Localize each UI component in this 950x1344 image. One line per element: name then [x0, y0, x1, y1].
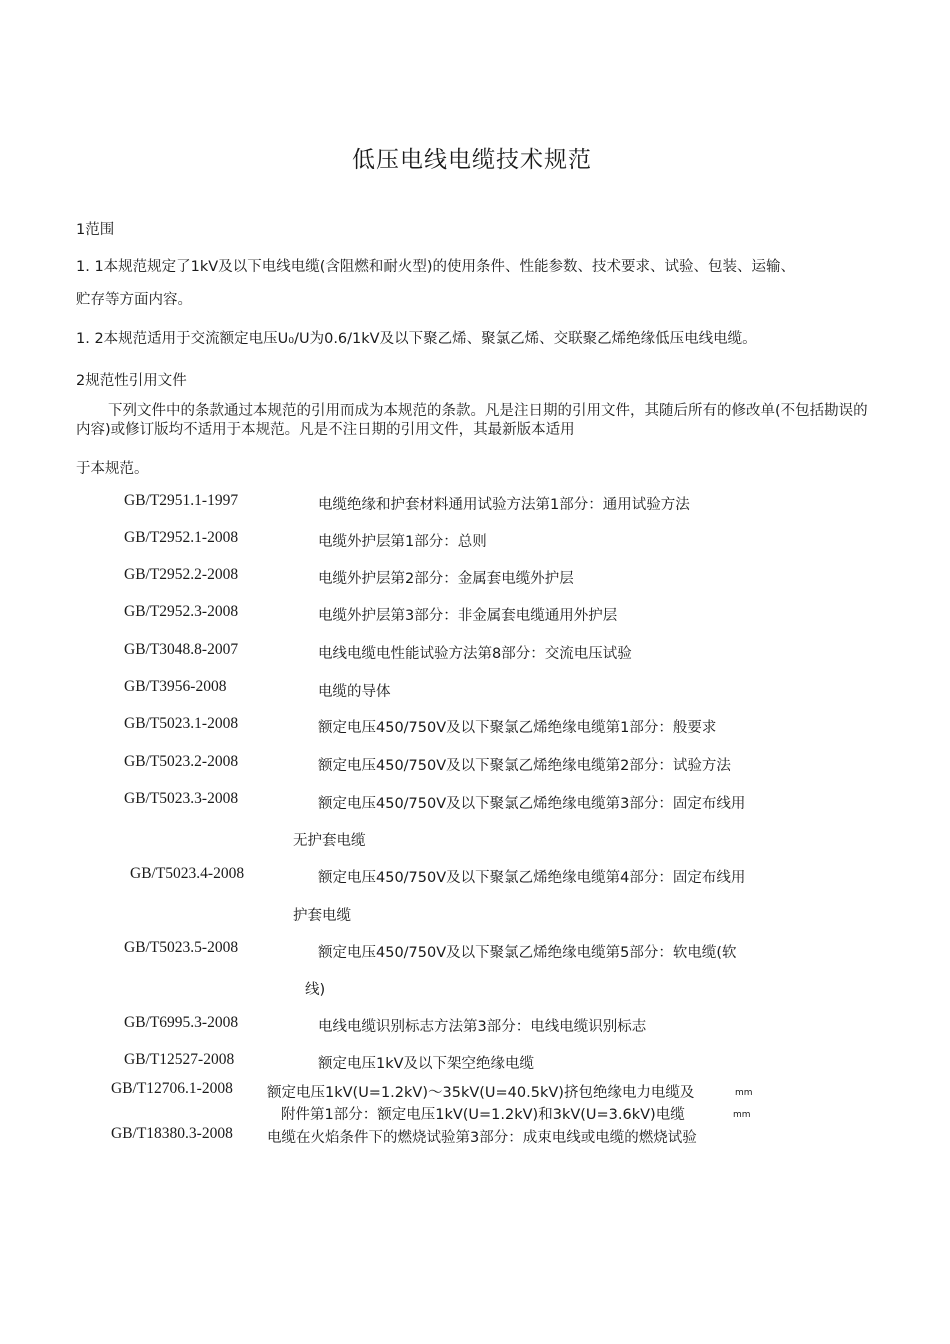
reference-title: 电缆外护层第1部分：总则 [318, 534, 487, 550]
reference-code: GB/T5023.4-2008 [130, 865, 245, 882]
reference-code: GB/T2951.1-1997 [124, 492, 239, 509]
reference-title: 额定电压450/750V及以下聚氯乙烯绝缘电缆第1部分：般要求 [318, 720, 717, 736]
section-1-heading: 1范围 [76, 222, 115, 238]
reference-code: GB/T5023.2-2008 [124, 753, 239, 770]
reference-code: GB/T12527-2008 [124, 1051, 235, 1068]
clause-1-1-line1: 1. 1本规范规定了1kV及以下电线电缆(含阻燃和耐火型)的使用条件、性能参数、技术要求、试验、包装、运输、 [76, 259, 796, 275]
reference-code: GB/T2952.2-2008 [124, 566, 239, 583]
reference-code: GB/T2952.1-2008 [124, 529, 239, 546]
reference-code: GB/T6995.3-2008 [124, 1014, 239, 1031]
reference-title-continued: 线) [305, 982, 326, 998]
reference-title: 电线电缆识别标志方法第3部分：电线电缆识别标志 [318, 1019, 647, 1035]
clause-1-1-line2: 贮存等方面内容。 [76, 292, 192, 308]
section-2-intro: 下列文件中的条款通过本规范的引用而成为本规范的条款。凡是注日期的引用文件，其随后所有的修改单(不包括勘误的内容)或修订版均不适用于本规范。凡是不注日期的引用文件，其最新版本适用 [76, 403, 868, 438]
margin-mark: mm [735, 1088, 753, 1098]
reference-code: GB/T2952.3-2008 [124, 603, 239, 620]
reference-code: GB/T5023.1-2008 [124, 715, 239, 732]
reference-title: 电缆外护层第2部分：金属套电缆外护层 [318, 571, 574, 587]
reference-code: GB/T5023.3-2008 [124, 790, 239, 807]
reference-title: 额定电压450/750V及以下聚氯乙烯绝缘电缆第3部分：固定布线用 [318, 796, 746, 812]
reference-title-continued: 无护套电缆 [293, 833, 366, 849]
reference-title: 电缆外护层第3部分：非金属套电缆通用外护层 [318, 608, 618, 624]
reference-code: GB/T12706.1-2008 [111, 1080, 233, 1097]
page-title: 低压电线电缆技术规范 [352, 147, 592, 173]
reference-code: GB/T5023.5-2008 [124, 939, 239, 956]
reference-title: 额定电压450/750V及以下聚氯乙烯绝缘电缆第4部分：固定布线用 [318, 870, 746, 886]
reference-title: 电缆在火焰条件下的燃烧试验第3部分：成束电线或电缆的燃烧试验 [267, 1130, 697, 1146]
reference-code: GB/T3048.8-2007 [124, 641, 239, 658]
section-2-intro-end: 于本规范。 [76, 461, 149, 477]
reference-title: 电缆绝缘和护套材料通用试验方法第1部分：通用试验方法 [318, 497, 690, 513]
section-2-heading: 2规范性引用文件 [76, 373, 187, 389]
reference-title: 额定电压1kV及以下架空绝缘电缆 [318, 1056, 535, 1072]
reference-title: 电缆的导体 [318, 684, 391, 700]
reference-title: 额定电压450/750V及以下聚氯乙烯绝缘电缆第2部分：试验方法 [318, 758, 731, 774]
reference-title: 额定电压450/750V及以下聚氯乙烯绝缘电缆第5部分：软电缆(软 [318, 945, 737, 961]
margin-mark: mm [733, 1110, 751, 1120]
reference-title: 额定电压1kV(U=1.2kV)～35kV(U=40.5kV)挤包绝缘电力电缆及 [267, 1085, 695, 1101]
reference-title: 电线电缆电性能试验方法第8部分：交流电压试验 [318, 646, 632, 662]
reference-title-continued: 护套电缆 [293, 908, 351, 924]
clause-1-2: 1. 2本规范适用于交流额定电压U₀/U为0.6/1kV及以下聚乙烯、聚氯乙烯、交联聚乙烯绝缘低压电线电缆。 [76, 331, 757, 347]
reference-title-continued: 附件第1部分：额定电压1kV(U=1.2kV)和3kV(U=3.6kV)电缆 [281, 1107, 685, 1123]
reference-code: GB/T3956-2008 [124, 678, 227, 695]
reference-code: GB/T18380.3-2008 [111, 1125, 233, 1142]
